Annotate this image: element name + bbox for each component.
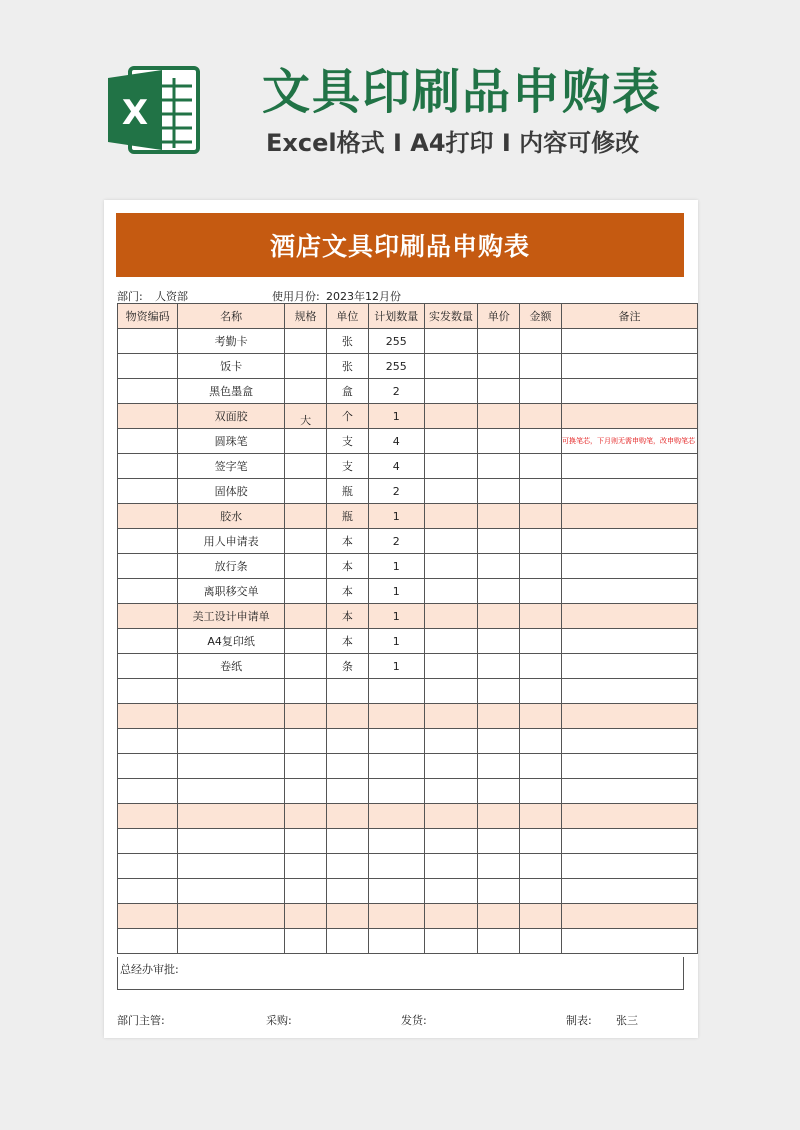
table-row: [118, 504, 698, 529]
month-value: 2023年12月份: [326, 290, 401, 303]
cell-amount[interactable]: [520, 654, 562, 679]
cell-unit[interactable]: [326, 904, 368, 929]
cell-remarks[interactable]: [561, 829, 697, 854]
cell-actual-qty[interactable]: [424, 829, 478, 854]
cell-unit-price[interactable]: [478, 579, 520, 604]
table-header-row: [118, 304, 698, 329]
cell-unit-price[interactable]: [478, 804, 520, 829]
cell-remarks[interactable]: [561, 479, 697, 504]
cell-remarks[interactable]: [561, 404, 697, 429]
cell-code[interactable]: [118, 429, 178, 454]
cell-amount[interactable]: [520, 479, 562, 504]
cell-unit[interactable]: 本: [326, 629, 368, 654]
table-row: [118, 554, 698, 579]
cell-unit-price[interactable]: [478, 529, 520, 554]
cell-unit[interactable]: 瓶: [326, 504, 368, 529]
cell-unit-price[interactable]: [478, 354, 520, 379]
cell-unit[interactable]: 瓶: [326, 479, 368, 504]
cell-remarks[interactable]: 可换笔芯，下月则无需申购笔，改申购笔芯: [561, 429, 697, 454]
cell-amount[interactable]: [520, 604, 562, 629]
cell-name[interactable]: [178, 929, 285, 954]
cell-spec[interactable]: [285, 754, 327, 779]
cell-unit-price[interactable]: [478, 754, 520, 779]
cell-name[interactable]: [178, 904, 285, 929]
cell-name[interactable]: [178, 854, 285, 879]
cell-code[interactable]: [118, 554, 178, 579]
cell-spec[interactable]: [285, 354, 327, 379]
table-row: [118, 579, 698, 604]
cell-unit-price[interactable]: [478, 479, 520, 504]
cell-code[interactable]: [118, 804, 178, 829]
col-header-actual-qty: 实发数量: [424, 304, 478, 329]
cell-remarks[interactable]: [561, 754, 697, 779]
cell-code[interactable]: [118, 329, 178, 354]
cell-amount[interactable]: [520, 854, 562, 879]
cell-unit[interactable]: [326, 929, 368, 954]
document-paper: [104, 200, 698, 1038]
cell-amount[interactable]: [520, 404, 562, 429]
cell-remarks[interactable]: [561, 854, 697, 879]
cell-actual-qty[interactable]: [424, 604, 478, 629]
cell-remarks[interactable]: [561, 729, 697, 754]
purchase-label: 采购:: [266, 1014, 292, 1027]
col-header-unit: 单位: [326, 304, 368, 329]
cell-plan-qty[interactable]: 2: [368, 529, 424, 554]
maker-value: 张三: [616, 1014, 638, 1027]
cell-unit[interactable]: 支: [326, 454, 368, 479]
table-row: [118, 779, 698, 804]
cell-unit-price[interactable]: [478, 904, 520, 929]
cell-remarks[interactable]: [561, 504, 697, 529]
cell-plan-qty[interactable]: 1: [368, 504, 424, 529]
cell-unit-price[interactable]: [478, 729, 520, 754]
cell-unit-price[interactable]: [478, 779, 520, 804]
cell-name[interactable]: 签字笔: [178, 454, 285, 479]
cell-name[interactable]: 卷纸: [178, 654, 285, 679]
department-label: 部门:: [117, 290, 143, 303]
table-row: [118, 329, 698, 354]
table-row: [118, 354, 698, 379]
cell-remarks[interactable]: [561, 329, 697, 354]
table-row: [118, 704, 698, 729]
table-row: [118, 804, 698, 829]
page-subtitle: Excel格式 I A4打印 I 内容可修改: [266, 129, 640, 157]
cell-code[interactable]: [118, 504, 178, 529]
cell-remarks[interactable]: [561, 654, 697, 679]
table-row: [118, 879, 698, 904]
col-header-unit-price: 单价: [478, 304, 520, 329]
table-row: [118, 604, 698, 629]
cell-actual-qty[interactable]: [424, 454, 478, 479]
cell-amount[interactable]: [520, 804, 562, 829]
cell-actual-qty[interactable]: [424, 629, 478, 654]
cell-plan-qty[interactable]: 1: [368, 579, 424, 604]
table-row: [118, 854, 698, 879]
cell-name[interactable]: 离职移交单: [178, 579, 285, 604]
cell-plan-qty[interactable]: [368, 829, 424, 854]
cell-unit[interactable]: 张: [326, 329, 368, 354]
cell-spec[interactable]: [285, 679, 327, 704]
cell-remarks[interactable]: [561, 879, 697, 904]
cell-plan-qty[interactable]: 1: [368, 404, 424, 429]
cell-unit[interactable]: 本: [326, 554, 368, 579]
cell-actual-qty[interactable]: [424, 904, 478, 929]
cell-unit[interactable]: 条: [326, 654, 368, 679]
manager-label: 部门主管:: [117, 1014, 165, 1027]
approval-label: 总经办审批:: [120, 963, 179, 976]
purchase-table: [117, 303, 698, 954]
cell-actual-qty[interactable]: [424, 779, 478, 804]
cell-amount[interactable]: [520, 779, 562, 804]
cell-unit[interactable]: [326, 754, 368, 779]
cell-spec[interactable]: [285, 604, 327, 629]
cell-unit[interactable]: [326, 779, 368, 804]
cell-actual-qty[interactable]: [424, 554, 478, 579]
cell-amount[interactable]: [520, 879, 562, 904]
cell-actual-qty[interactable]: [424, 404, 478, 429]
table-row: [118, 429, 698, 454]
table-row: [118, 404, 698, 429]
cell-actual-qty[interactable]: [424, 679, 478, 704]
col-header-code: 物资编码: [118, 304, 178, 329]
cell-plan-qty[interactable]: 2: [368, 379, 424, 404]
table-row: [118, 629, 698, 654]
cell-actual-qty[interactable]: [424, 704, 478, 729]
col-header-amount: 金额: [520, 304, 562, 329]
cell-remarks[interactable]: [561, 904, 697, 929]
cell-unit-price[interactable]: [478, 404, 520, 429]
cell-name[interactable]: [178, 779, 285, 804]
cell-unit[interactable]: 张: [326, 354, 368, 379]
cell-unit[interactable]: 本: [326, 579, 368, 604]
cell-unit[interactable]: [326, 804, 368, 829]
cell-name[interactable]: 饭卡: [178, 354, 285, 379]
cell-unit[interactable]: [326, 729, 368, 754]
cell-unit-price[interactable]: [478, 604, 520, 629]
cell-code[interactable]: [118, 904, 178, 929]
cell-spec[interactable]: [285, 379, 327, 404]
cell-plan-qty[interactable]: [368, 904, 424, 929]
cell-amount[interactable]: [520, 579, 562, 604]
cell-plan-qty[interactable]: [368, 854, 424, 879]
cell-unit[interactable]: [326, 879, 368, 904]
table-row: [118, 754, 698, 779]
cell-plan-qty[interactable]: 1: [368, 654, 424, 679]
cell-actual-qty[interactable]: [424, 854, 478, 879]
cell-amount[interactable]: [520, 679, 562, 704]
cell-spec[interactable]: [285, 554, 327, 579]
table-row: [118, 679, 698, 704]
cell-spec[interactable]: [285, 479, 327, 504]
cell-plan-qty[interactable]: 4: [368, 429, 424, 454]
cell-remarks[interactable]: [561, 679, 697, 704]
cell-plan-qty[interactable]: [368, 779, 424, 804]
cell-name[interactable]: 固体胶: [178, 479, 285, 504]
cell-spec[interactable]: [285, 879, 327, 904]
cell-code[interactable]: [118, 829, 178, 854]
cell-remarks[interactable]: [561, 604, 697, 629]
col-header-name: 名称: [178, 304, 285, 329]
cell-unit[interactable]: 个: [326, 404, 368, 429]
cell-actual-qty[interactable]: [424, 879, 478, 904]
cell-actual-qty[interactable]: [424, 329, 478, 354]
cell-name[interactable]: 胶水: [178, 504, 285, 529]
cell-spec[interactable]: [285, 454, 327, 479]
cell-actual-qty[interactable]: [424, 429, 478, 454]
cell-actual-qty[interactable]: [424, 379, 478, 404]
cell-plan-qty[interactable]: [368, 754, 424, 779]
cell-actual-qty[interactable]: [424, 354, 478, 379]
cell-amount[interactable]: [520, 904, 562, 929]
cell-code[interactable]: [118, 754, 178, 779]
col-header-plan-qty: 计划数量: [368, 304, 424, 329]
cell-name[interactable]: 放行条: [178, 554, 285, 579]
cell-spec[interactable]: [285, 579, 327, 604]
cell-unit-price[interactable]: [478, 854, 520, 879]
cell-name[interactable]: [178, 729, 285, 754]
cell-unit[interactable]: [326, 854, 368, 879]
cell-amount[interactable]: [520, 529, 562, 554]
cell-remarks[interactable]: [561, 779, 697, 804]
cell-code[interactable]: [118, 929, 178, 954]
cell-remarks[interactable]: [561, 529, 697, 554]
cell-code[interactable]: [118, 454, 178, 479]
cell-code[interactable]: [118, 854, 178, 879]
cell-spec[interactable]: [285, 504, 327, 529]
cell-spec[interactable]: [285, 929, 327, 954]
cell-name[interactable]: 黑色墨盒: [178, 379, 285, 404]
table-row: [118, 829, 698, 854]
cell-amount[interactable]: [520, 629, 562, 654]
cell-unit-price[interactable]: [478, 929, 520, 954]
cell-plan-qty[interactable]: 4: [368, 454, 424, 479]
cell-remarks[interactable]: [561, 354, 697, 379]
cell-unit-price[interactable]: [478, 429, 520, 454]
cell-code[interactable]: [118, 579, 178, 604]
cell-plan-qty[interactable]: [368, 879, 424, 904]
cell-name[interactable]: 美工设计申请单: [178, 604, 285, 629]
cell-actual-qty[interactable]: [424, 729, 478, 754]
cell-amount[interactable]: [520, 554, 562, 579]
cell-actual-qty[interactable]: [424, 804, 478, 829]
col-header-spec: 规格: [285, 304, 327, 329]
cell-name[interactable]: [178, 754, 285, 779]
cell-code[interactable]: [118, 779, 178, 804]
cell-code[interactable]: [118, 479, 178, 504]
cell-remarks[interactable]: [561, 704, 697, 729]
cell-plan-qty[interactable]: 1: [368, 604, 424, 629]
svg-text:X: X: [121, 93, 149, 133]
cell-remarks[interactable]: [561, 804, 697, 829]
cell-unit-price[interactable]: [478, 704, 520, 729]
cell-name[interactable]: [178, 804, 285, 829]
cell-plan-qty[interactable]: 1: [368, 629, 424, 654]
cell-code[interactable]: [118, 879, 178, 904]
cell-amount[interactable]: [520, 929, 562, 954]
cell-amount[interactable]: [520, 354, 562, 379]
cell-unit-price[interactable]: [478, 329, 520, 354]
cell-plan-qty[interactable]: 255: [368, 329, 424, 354]
cell-actual-qty[interactable]: [424, 479, 478, 504]
cell-amount[interactable]: [520, 504, 562, 529]
cell-unit-price[interactable]: [478, 654, 520, 679]
cell-spec[interactable]: [285, 829, 327, 854]
cell-unit[interactable]: 盒: [326, 379, 368, 404]
cell-unit-price[interactable]: [478, 454, 520, 479]
table-row: [118, 929, 698, 954]
cell-actual-qty[interactable]: [424, 929, 478, 954]
cell-code[interactable]: [118, 654, 178, 679]
cell-spec[interactable]: [285, 629, 327, 654]
cell-remarks[interactable]: [561, 629, 697, 654]
cell-spec[interactable]: [285, 704, 327, 729]
cell-unit[interactable]: [326, 679, 368, 704]
cell-unit-price[interactable]: [478, 629, 520, 654]
cell-name[interactable]: 考勤卡: [178, 329, 285, 354]
cell-code[interactable]: [118, 404, 178, 429]
cell-actual-qty[interactable]: [424, 579, 478, 604]
excel-icon: [104, 60, 204, 160]
table-row: [118, 904, 698, 929]
cell-remarks[interactable]: [561, 929, 697, 954]
cell-plan-qty[interactable]: 1: [368, 554, 424, 579]
cell-actual-qty[interactable]: [424, 504, 478, 529]
cell-unit[interactable]: 本: [326, 604, 368, 629]
cell-unit-price[interactable]: [478, 504, 520, 529]
cell-remarks[interactable]: [561, 554, 697, 579]
cell-name[interactable]: [178, 829, 285, 854]
cell-name[interactable]: [178, 879, 285, 904]
cell-amount[interactable]: [520, 829, 562, 854]
table-row: [118, 654, 698, 679]
table-row: [118, 729, 698, 754]
cell-code[interactable]: [118, 529, 178, 554]
cell-actual-qty[interactable]: [424, 754, 478, 779]
cell-spec[interactable]: [285, 904, 327, 929]
maker-label: 制表:: [566, 1014, 592, 1027]
cell-spec[interactable]: [285, 429, 327, 454]
cell-actual-qty[interactable]: [424, 529, 478, 554]
page-title: 文具印刷品申购表: [262, 64, 663, 120]
cell-code[interactable]: [118, 729, 178, 754]
cell-plan-qty[interactable]: 255: [368, 354, 424, 379]
cell-plan-qty[interactable]: [368, 679, 424, 704]
cell-amount[interactable]: [520, 429, 562, 454]
cell-name[interactable]: A4复印纸: [178, 629, 285, 654]
cell-name[interactable]: 圆珠笔: [178, 429, 285, 454]
cell-spec[interactable]: 大: [285, 404, 327, 429]
cell-code[interactable]: [118, 704, 178, 729]
month-label: 使用月份:: [272, 290, 320, 303]
cell-code[interactable]: [118, 679, 178, 704]
table-row: [118, 379, 698, 404]
cell-code[interactable]: [118, 379, 178, 404]
cell-amount[interactable]: [520, 704, 562, 729]
cell-remarks[interactable]: [561, 579, 697, 604]
cell-unit-price[interactable]: [478, 679, 520, 704]
cell-unit-price[interactable]: [478, 554, 520, 579]
cell-remarks[interactable]: [561, 379, 697, 404]
cell-name[interactable]: [178, 704, 285, 729]
table-row: [118, 529, 698, 554]
cell-name[interactable]: 用人申请表: [178, 529, 285, 554]
delivery-label: 发货:: [401, 1014, 427, 1027]
cell-unit-price[interactable]: [478, 879, 520, 904]
cell-plan-qty[interactable]: [368, 929, 424, 954]
cell-amount[interactable]: [520, 754, 562, 779]
cell-spec[interactable]: [285, 854, 327, 879]
cell-unit[interactable]: [326, 704, 368, 729]
cell-spec[interactable]: [285, 779, 327, 804]
cell-actual-qty[interactable]: [424, 654, 478, 679]
cell-plan-qty[interactable]: [368, 704, 424, 729]
cell-name[interactable]: [178, 679, 285, 704]
cell-unit[interactable]: 支: [326, 429, 368, 454]
cell-code[interactable]: [118, 354, 178, 379]
cell-amount[interactable]: [520, 379, 562, 404]
document-title: 酒店文具印刷品申购表: [116, 213, 684, 277]
cell-amount[interactable]: [520, 329, 562, 354]
approval-box: [117, 957, 684, 990]
table-row: [118, 454, 698, 479]
cell-unit-price[interactable]: [478, 379, 520, 404]
cell-plan-qty[interactable]: 2: [368, 479, 424, 504]
cell-remarks[interactable]: [561, 454, 697, 479]
cell-spec[interactable]: [285, 529, 327, 554]
cell-plan-qty[interactable]: [368, 804, 424, 829]
department-value: 人资部: [155, 290, 188, 303]
cell-plan-qty[interactable]: [368, 729, 424, 754]
cell-spec[interactable]: [285, 804, 327, 829]
cell-code[interactable]: [118, 629, 178, 654]
cell-amount[interactable]: [520, 729, 562, 754]
cell-unit-price[interactable]: [478, 829, 520, 854]
cell-unit[interactable]: [326, 829, 368, 854]
cell-spec[interactable]: [285, 654, 327, 679]
cell-code[interactable]: [118, 604, 178, 629]
cell-spec[interactable]: [285, 729, 327, 754]
cell-unit[interactable]: 本: [326, 529, 368, 554]
table-row: [118, 479, 698, 504]
cell-name[interactable]: 双面胶: [178, 404, 285, 429]
cell-amount[interactable]: [520, 454, 562, 479]
cell-spec[interactable]: [285, 329, 327, 354]
col-header-remarks: 备注: [561, 304, 697, 329]
